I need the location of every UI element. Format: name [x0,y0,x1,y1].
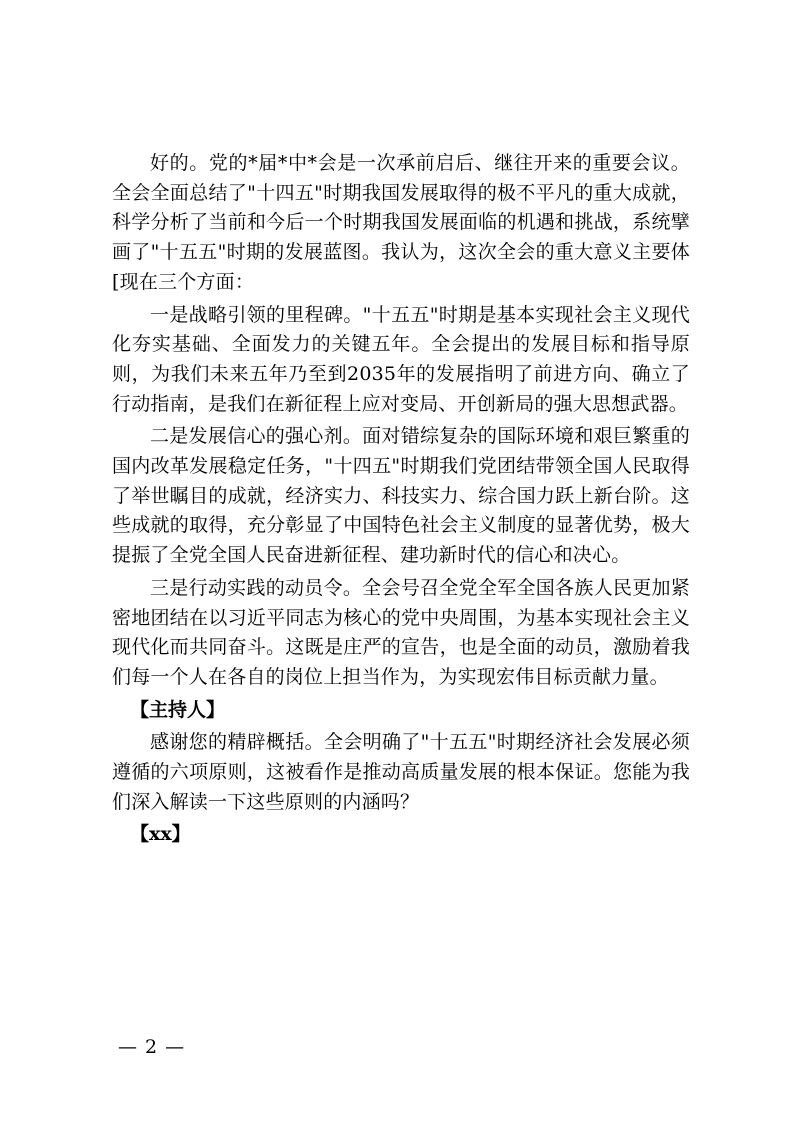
page-number: — 2 — [118,1036,186,1058]
paragraph-point-two: 二是发展信心的强心剂。面对错综复杂的国际环境和艰巨繁重的国内改革发展稳定任务，"十四五"时期我们党团结带领全国人民取得了举世瞩目的成就，经济实力、科技实力、综合国力跃上新台阶。这些成就的取得，充分彰显了中国特色社会主义制度的显著优势，极大提振了全党全国人民奋进新征程、建功新时代的信心和决心。 [112,425,690,567]
paragraph-point-three: 三是行动实践的动员令。全会号召全党全军全国各族人民更加紧密地团结在以习近平同志为核心的党中央周围，为基本实现社会主义现代化而共同奋斗。这既是庄严的宣告，也是全面的动员，激励着我们每一个人在各自的岗位上担当作为，为实现宏伟目标贡献力量。 [112,576,690,688]
paragraph-point-one: 一是战略引领的里程碑。"十五五"时期是基本实现社会主义现代化夯实基础、全面发力的关键五年。全会提出的发展目标和指导原则，为我们未来五年乃至到2035年的发展指明了前进方向、确立了行动指南，是我们在新征程上应对变局、开创新局的强大思想武器。 [112,303,690,415]
paragraph-intro: 好的。党的*届*中*会是一次承前启后、继往开来的重要会议。全会全面总结了"十四五"时期我国发展取得的极不平凡的重大成就，科学分析了当前和今后一个时期我国发展面临的机遇和挑战，系统擘画了"十五五"时期的发展蓝图。我认为，这次全会的重大意义主要体[现在三个方面： [112,152,690,293]
speaker-label-host: 【主持人】 [130,698,226,721]
document-body [112,149,690,853]
paragraph-host-question: 感谢您的精辟概括。全会明确了"十五五"时期经济社会发展必须遵循的六项原则，这被看作是推动高质量发展的根本保证。您能为我们深入解读一下这些原则的内涵吗？ [112,731,690,813]
speaker-label-guest: 【xx】 [130,823,191,846]
